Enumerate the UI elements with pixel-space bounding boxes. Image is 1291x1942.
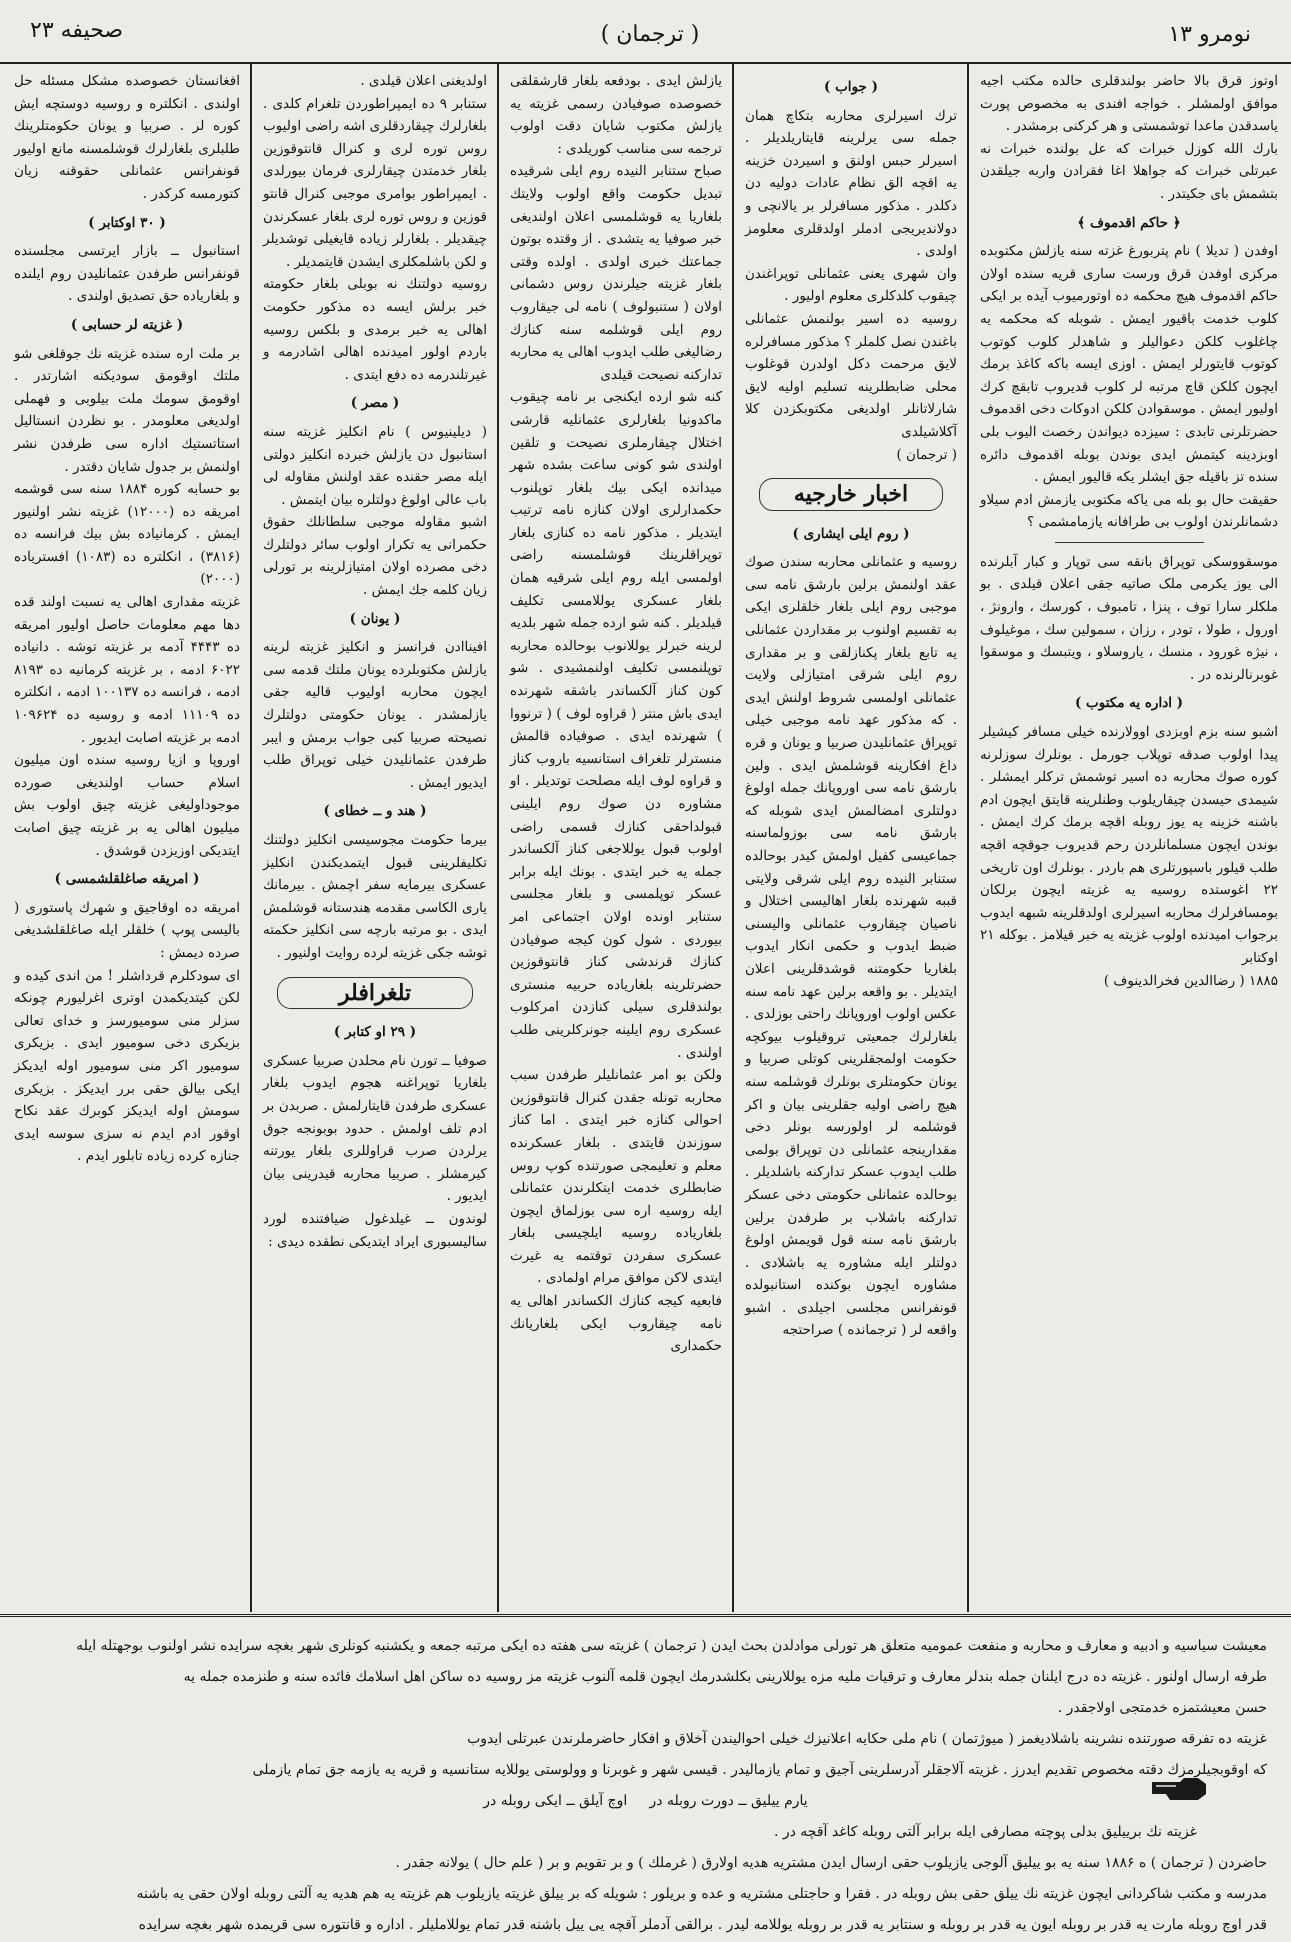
article-paragraph: افغانستان خصوصده مشکل مسئله حل اولندی . انکلتره و روسیه دوستچه ایش کوره لر . صربیا و یونان حکومتلرینك طلبلری بلغارلرك قوشلمسنه مانع اولیور قونفرانس عثمانلی حقوقنه زیان کتورمسه کرکدر . — [14, 73, 240, 202]
section-heading: ( مصر ) — [350, 395, 400, 412]
section-heading: ( ۲۹ او کتابر ) — [333, 1024, 417, 1041]
article-paragraph: ای سودکلرم قرداشلر ! من اندی کیده و لکن کیتدیکمدن اوتری اغرلیورم چونکه سزلر منی سومیورسز و خدای تعالی بزیکری دخی سومیور ایدی . بزیکری سومیور اکر منی سومیور اوله ایدیکز ایکی بیالق حقی برر ایدیکز . بزیکری سومش اوله ایدیکز کوبرك عقد نکاح اوقور ادم ایدم نه سزی سوسه ایدی جنازه کرده زیاده تابلور ایدم . — [14, 967, 240, 1165]
article-paragraph: غزیته مقداری اهالی یه نسبت اولند قده دها مهم معلومات حاصل اولیور امریقه ده ۴۴۴۳ آدمه بر غزیته توشه . دانیاده ۶۰۲۲ ادمه ، بر غزیته کرمانیه ده ۸۱۹۳ ادمه ، فرانسه ده ۱۰۰۱۳۷ ادمه ، انکلتره ده ۱۱۱۰۹ ادمه و روسیه ده ۱۰۹۶۲۴ ادمه بر غزیته اصابت ایدیور . — [14, 594, 241, 746]
section-heading: ( هند و ــ خطای ) — [323, 803, 427, 820]
article-paragraph: اوتوز قرق بالا حاضر بولندقلری حالده مکتب اجیه موافق اولمشلر . خواجه افندی به مخصوص پورت یاسدقدن ماعدا توشمستی و هر کرکنی برمشدر . — [980, 73, 1278, 135]
article-paragraph: ولکن بو امر عثمانلیلر طرفدن سبب محاربه تونله جقدن کنرال قانتوقوزین احوالی کنازه خبر ایتدی . اما کناز سوزندن قایتدی . بلغار عسکرنده معلم و تعلیمجی صورتنده کوپ روس ضابطلری خدمت ایتکلرندن عثمانلی ایله روسیه اره سی بوزلماق ایچون بلغاریاده روسیه ایلچیسی بلغار عسکری سفردن توقتمه یه غیرت ایتدی لاکن موافق مرام اولمادی . — [510, 1067, 722, 1287]
article-paragraph: ستنابر ۹ ده ایمپراطوردن تلغرام کلدی . بلغارلرك چیقاردقلری اشه راضی اولیوب روس توره لری و کنرال قانتوقوزین بلغار خدمتدن چیقارلری فرمان بیورلدی . ایمپراطور بوامری موجبی کنرال قانتو قوزین و روس توره لری بلغار عسکرندن چیقدیلر . بلغارلر زیاده قایغیلی توشدیلر و لکن باشلمکلری ایشدن قایتمدیلر . — [263, 95, 487, 270]
ornamental-section-title: اخبار خارجیه — [759, 478, 943, 511]
column-5 — [4, 64, 250, 1612]
footer-line: حسن معیشتمزه خدمتجی اولاجقدر . — [1057, 1700, 1267, 1716]
column-1 — [970, 64, 1288, 1612]
column-2 — [735, 64, 967, 1612]
article-paragraph: بیرما حکومت مجوسیسی انکلیز دولتنك تکلیفلرینی قبول ایتمدیکندن انکلیز عسکری بیرمایه سفر اچمش . بیرمانك یاری الکاسی مقدمه هندستانه قوشلمش ایدی . بو مرتبه بارچه سی انکلیز حکمته توشه جکی غزیته لرده روایت اولنیور . — [263, 832, 487, 961]
section-heading: ( روم ایلی ایشاری ) — [792, 525, 910, 542]
section-heading: ﴿ حاکم اقدموف ﴾ — [1077, 214, 1181, 231]
article-paragraph: اشبو سنه بزم اوبزدی اوولارنده خیلی مسافر کیشیلر پیدا اولوب صدقه توپلاب جورمل . بونلرك سوزلرنه کوره صوك محاربه ده اسیر توشمش ترکلر ایمشلر . شیمدی حیسدن چیقاریلوب وطنلرینه قایتق ایچون ادم باشنه خزینه یه یوز روبله اقچه برمك کرك ایمش . بوندن ایچون مسلمانلردن رحم قدیروب جوقچه اقچه طلب قیلور باسپورتلری هم باردر . بونلرك اون تاریخی ۲۲ اغوستده روسیه یه غزیته ایچون برلکان بومسافرلرك محاربه اسیرلری اولدقلرینه شبهه ایدوب برجواب امیدنده اولوب غزیته یه خبر قیلامز . بوکله ۲۱ اوکتابر — [980, 724, 1278, 966]
article-paragraph: اولدیغنی اعلان قیلدی . — [360, 73, 487, 89]
article-columns — [0, 64, 1291, 1612]
column-divider — [250, 64, 252, 1612]
footer-line: که اوقوبجیلرمزك دقته مخصوص تقدیم ایدرز . غزیته آلاجقلر آدرسلرینی آجیق و تمام یازمالیدر . قیسی شهر و غوبرنا و وولوستی یوللایه ستانسیه و قریه یه یازمه جق تمام یازملی — [252, 1762, 1267, 1778]
article-paragraph: وان شهری یعنی عثمانلی توپراغندن چیقوب کلدکلری معلوم اولیور . — [745, 265, 957, 305]
article-paragraph: بو حسابه کوره ۱۸۸۴ سنه سی قوشمه امریقه ده (۱۲۰۰۰) غزیته نشر اولنیور ایمش . کرمانیاده بش بیك فرانسه ده (۳۸۱۶) ، انکلتره ده (۱۰۸۳) افستریاده (۲۰۰۰) — [14, 481, 240, 588]
footer-line: معیشت سیاسیه و ادبیه و معارف و محاربه و منفعت عمومیه متعلق هر تورلی موادلدن بحث ایدن ( ترجمان ) غزیته سی هفته ده ایکی مرتبه جمعه و یکشنبه کونلری شهر بغچه سرایده نشر اولنوب بوجهتله ایله — [76, 1638, 1267, 1654]
section-separator — [1055, 542, 1204, 543]
section-heading: ( یونان ) — [349, 610, 401, 627]
ornamental-section-title: تلغرافلر — [277, 977, 473, 1010]
newspaper-title: ( ترجمان ) — [600, 22, 700, 47]
subscription-notice — [0, 1614, 1291, 1942]
section-heading: ( امریقه صاغلقلشمسی ) — [54, 871, 200, 888]
issue-number: نومرو ۱۳ — [1168, 22, 1251, 47]
pointing-hand-icon — [1150, 1770, 1208, 1804]
footer-line: غزیته نك برییلیق بدلی پوچته مصارفی ایله برابر آلتی روبله کاغد آقچه در . — [773, 1824, 1197, 1840]
section-heading: ( جواب ) — [824, 79, 878, 95]
article-paragraph: روسیه دولتنك نه بوبلی بلغار حکومته خبر برلش ایسه ده مذکور حکومت اهالی یه خبر برمدی و بلکس روسیه باردم اولور امیدنده اهالی اشادرمه و غیرتلندرمه ده دفع ایتدی . — [263, 276, 487, 383]
article-paragraph: امریقه ده اوقاجیق و شهرك پاستوری ( بالیسی پوپ ) خلقلر ایله صاغلقلشدیغی صرده دیمش : — [14, 899, 240, 961]
footer-line: غزیته ده تفرقه صورتنده نشرینه باشلادیغمز ( میوژتمان ) نام ملی حکایه اعلانیزك خیلی احوالیندن آخلاق و افکار حاضرملرندن عبرتلی ایدوب — [467, 1731, 1267, 1747]
column-4 — [253, 64, 497, 1612]
section-heading: ( اداره یه مکتوب ) — [1074, 695, 1184, 712]
footer-line: مدرسه و مکتب شاکردانی ایچون غزیته نك ییلق حقی بش روبله در . فقرا و حاجتلی مشتریه و عده و بریلور : شویله که بر ییلق غزیته یازیلوب هم غزیته یه هم هدیه یه آلتی روبله اولان حقی یه باشنه — [136, 1886, 1267, 1902]
footer-line: طرفه ارسال اولنور . غزیته ده درج ایلنان جمله بندلر معارف و ترقیات ملیه مزه یوللارینی بکلشدرمك ایچون قلمه آلنوب غزیته مز روسیه ده ساکن اهل اسلامك فائده سنه و طنزمده جمله یه — [183, 1669, 1267, 1685]
price-quarter: اوچ آیلق ــ ایکی روبله در — [483, 1793, 628, 1809]
column-3 — [500, 64, 732, 1612]
section-heading: ( غزیته لر حسابی ) — [70, 316, 184, 333]
article-paragraph: ( دیلینیوس ) نام انکلیز غزیته سنه استانبول دن یازلش خبرده انکلیز دولتی ایله مصر حقنده عقد اولنش مقاوله لی باب عالی اولوغ دولتلره بیان ایتمش . — [263, 423, 487, 508]
article-paragraph: یازلش ایدی . بودفعه بلغار قارشقلقی خصوصده صوفیادن رسمی غزیته یه یازلش مکتوب شایان دقت اولوب ترجمه سی مناسب کوریلدی : — [510, 73, 722, 157]
article-paragraph: بارك الله کوزل خبرات که عل بولنده خبرات نه عبرتلی خبرات که جواهلا اغا فقرادن واربه جیلقدن بتشمش بای جکیتدر . — [980, 140, 1278, 202]
article-paragraph: افیناادن فرانسز و انکلیز غزیته لرینه یازلش مکتوبلرده یونان ملتك قدمه سی ایچون محاربه اولیوب قالیه جقی یازلمشدر . یونان حکومتی دولتلرك نصیحته صربیا کبی جواب برمش و ایبر طرفدن عثمانلیدن خیلی توپراق طلب ایدیور ایمش . — [263, 639, 487, 791]
article-paragraph: کنه شو ارده ایکنجی بر نامه چیقوب ماکدونیا بلغارلری عثمانلیه قارشی اختلال چیقارملری نصیحت و تلقین اولندی شو کونی ساعت بشده شهر میدانده ایکی بیك بلغار توپلنوب حکمدارلری اولان کنازه نامه ترتیب ایتدیلر . مذکور نامه ده کنازی بلغار توپراقلرینك قوشلمسنه راضی اولمسی ایله روم ایلی شرقیه همان بلغار عسکری یوللامسی تکلیف قیلدیلر . کنه شو ارده جمله شهر بلدیه لرینه خبرلر یوللانوب بوحالده محاربه توپلنمسی تکلیف اولنمشیدی . شو کون کناز آلکساندر باشقه شهرنده ایدی باش منتر ( قراوه لوف ) ( ترنووا ) شهرنده ایدی . صوفیاده قالمش منسترلر تلغراف استانسیه باروب کناز و قراوه لوف ایله مصلحت توتدیلر . او مشاوره دن صوك روم ایلینی قبولداحقی کنازك قسمی راضی اولوب قبول یوللاجغی کناز آلکساندر جمله یه خبر ایتدی . بونك ایله برابر عسکر توپلمسی و بلغار مجلسی ستنابر اونده اولان اجتماعی امر بیوردی . شول کون کیجه صوفیادن کنازك قرندشی کناز قانتوقوزین حضرتلرینه بلغاریاده حربیه منستری بولندقلری سیلی کنازدن امرکلوب عسکری روم ایلینه جونرکلرینی طلب اولندی . — [510, 389, 722, 1061]
article-paragraph: اوفدن ( تدیلا ) نام پتربورغ غزته سنه یازلش مکتوبده مرکزی اوفدن قرق ورست ساری قریه سنده اولان حاکم اقدموف هیچ محکمه ده اوتورمیوب آیده بر ایکی کلوب خدمت باقیور ایمش . شوبله که محکمه یه چاغلوب کلکن دعوالیلر و شاهدلر کلوب کوتوب کوتوب قایتورلر ایمش . اوزی ایسه باکه کاغذ برمك ایچون کلکن قاچ مرتبه لر کلوب قدیروب تابقچ کرك اولیور ایمش . موسقوادن کلکن ادوکات دخی اقدموف حضرتلرنی تابدی : سیزده دیواندن رخصت الیوب بلی اوبزدینه کیتمش ایدی بوندن بوبله اقدموف دائره سنده تز باقیله جق ایشلر یکه قالیور ایمش . — [980, 243, 1278, 486]
article-paragraph: ترك اسیرلری محاربه بتکاچ همان جمله سی یرلرینه قایتاریلدیلر . اسیرلر حبس اولنق و اسیردن خزینه یه اقچه الق نظام عادات دولیه دن دکلدر . مذکور مسافرلر بر یالانچی و دولاندیریجی ادملر اولدقلری معلومز اولدی . — [745, 107, 957, 260]
column-divider — [497, 64, 499, 1612]
price-half-year: یارم ییلیق ــ دورت روبله در — [649, 1793, 808, 1809]
page-label: صحیفه ۲۳ — [30, 18, 124, 43]
article-paragraph: روسیه و عثمانلی محاربه سندن صوك عقد اولنمش برلین بارشق نامه سی موجبی روم ایلی بلغار خلقلری ایکی به تقسیم اولنوب بر مقداردن عثمانلی یه تابع بلغار پکنازلقی و بر مقداری روم ایلی شرقی امتیازلی ولایت عثمانلی اولمسی شروط اولنش ایدی . که مذکور عهد نامه موجبی خیلی توپراق عثمانلیدن صربیا و یونان و قره داغ افکارینه قوشلمش ایدی . ولین بارشق نامه سی اوروپانك جمله اولوغ دولتلری امضالمش ایدی شوبله که بارشق نامه سی بوزولماسنه جماعیسی کفیل اولمش کیدر بوحالده ستنابر النیده روم ایلی شرقی ولایتی قببه شهرنده بلغار اهالیسی اختلال و ناصیان چیقاروب عثمانلی والیسنی ضبط ایدوب و حکمی انکار ایدوب بلغاریا حکومتنه قوشدقلرینی اعلان ایتدیلر . بو واقعه برلین عهد نامه سنه عکس اولوب اوروپانك راحتی بوزلدی . بلغارلرك جمعیتی تروقیلوب بیوکچه حکومت اولمجقلرینی کوتلی صربیا و یونان حکومتلری بونلرك قوشلمه سنه هیچ راضی اولیه جقلرینی بیان و اکر قوشلمه لر اولورسه بونلر دخی مقدارینجه عثمانلی دن توپراق بولمی طلب ایدوب عسکر تدارکنه باشلدیلر . بوحالده عثمانلی حکومتی دخی عسکر تدارکنه باشلاب بر طرفدن برلین بارشق نامه سنه قول قویمش اولوغ دولتلر ایله مشاوره یه باشلادی . مشاوره ایچون بوکنده استانبولده قونفرانس مجلسی اجیلدی . اشبو واقعه لر ( ترجمانده ) صراحتجه — [745, 554, 957, 1339]
article-paragraph: لوندون ــ غیلدغول ضیافتنده لورد سالیسبوری ایراد ایتدیکی نطقده دیدی : — [263, 1210, 487, 1250]
article-paragraph: روسیه ده اسیر بولنمش عثمانلی باغندن نصل کلملر ؟ مذکور مسافرلره لایق مرحمت دکل اولدرن قوغلوب محلی ضابطلرینه تسلیم اولیه لایق شارلاتانلر اولدیغی مکتوبکزدن کلا آکلاشیلدی — [745, 310, 957, 440]
footer-line: حاضردن ( ترجمان ) ه ۱۸۸۶ سنه یه بو ییلیق آلوجی یازیلوب حقی ارسال ایدن مشتریه هدیه اولارق ( غرملك ) و بر تقویم و بر ( علم حال ) یولانه جقدر . — [395, 1855, 1267, 1871]
section-heading: ( ۳۰ اوکتابر ) — [88, 214, 166, 231]
column-divider — [732, 64, 734, 1612]
article-paragraph: صوفیا ــ تورن نام محلدن صربیا عسکری بلغاریا توپراغنه هجوم ایدوب بلغار عسکری طرفدن قایتارلمش . صربدن بر ادم تلف اولمش . حدود بوبونجه جوق یرلردن صرب قراوللری بلغار یورتنه کیرمشلر . صربیا محاربه قیدرینی بیان ایدیور . — [263, 1052, 487, 1205]
article-paragraph: صباح ستنابر النیده روم ایلی شرقیده تبدیل حکومت واقع اولوب ولایتك بلغاریا یه قوشلمسی اعلان اولندیغی خبر صوفیا یه یتشدی . از وقتده بوتون جماعتك خبری اولدی . اولده وقتی بلغار غزیته جیلرندن روس دشمانی اولان ( ستنبولوف ) نامه لی جیقاروب روم ایلی قوشلمه سنه کنازك رضالیغی طلب ایدوب اهالی یه محاربه تدارکنه نصیحت قیلدی — [510, 163, 722, 383]
article-paragraph: اشبو مقاوله موجبی سلطانلك حقوق حکمرانی یه تکرار اولوب سائر دولتلرك دخی مصرده اولان امتیازلرینه بر تورلی زیان کلمه جك ایمش . — [263, 514, 487, 599]
article-paragraph: بر ملت اره سنده غزیته نك جوقلغی شو ملتك اوقومق سودیکنه اشارتدر . اوقومق سومك ملت بیلوبی و فهملی اولدیغی معلومدر . بو نظردن انستالیل استاتستیك اداره سی طرفدن نشر اولنمش بر جدول شایان دقتدر . — [14, 345, 240, 475]
article-paragraph: حقیقت حال بو بله می یاکه مکتوبی یازمش ادم سیلاو دشمانلرندن اولوب بی طرافانه یازمامشمی ؟ — [980, 491, 1278, 531]
footer-line: قدر اوچ روبله مارت یه قدر بر روبله ایون یه قدر بر روبله و سنتابر یه قدر بر روبله یوللامه لیدر . برالقی آدملر آقچه یی ییل باشنه قدر تمام یوللاملیلر . اداره و قانتوره سی قریمده شهر بغچه سرایده — [138, 1917, 1267, 1933]
masthead — [0, 0, 1291, 64]
article-paragraph: فابعیه کیجه کنازك الکساندر اهالی یه نامه چیقاروب ایکی بلغاریانك حکمداری — [510, 1293, 722, 1355]
article-paragraph: ( ترجمان ) — [896, 446, 957, 463]
article-paragraph: ۱۸۸۵ ( رضاالدین فخرالدینوف ) — [1103, 972, 1278, 989]
article-paragraph: موسقووسکی توپراق بانقه سی توپار و کبار آبلرنده الی یوز یکرمی ملک صاتیه جقی اعلان قیلدی . بو ملکلر سارا توف ، پنزا ، تامبوف ، کورسك ، وارونژ ، اورول ، طولا ، تودر ، رزان ، سمولین سك ، موغیلوف ، نیژه غورود ، منسك ، یاروسلاو ، ویتبسك و موسقوا غوبرنالرنده در . — [980, 553, 1278, 683]
column-divider — [967, 64, 969, 1612]
footer-line — [24, 1786, 1267, 1817]
article-paragraph: استانبول ــ بازار ایرتسی مجلسنده قونفرانس طرفدن عثمانلیدن روم ایلنده و بلغاریاده حق تصدیق اولندی . — [14, 243, 240, 305]
article-paragraph: اوروپا و ازیا روسیه سنده اون میلیون اسلام حساب اولندیغی صورده موجوداولیغی غزیته چیق اولوب بش میلیون اهالی یه بر غزیته چیق اصابت ایتدیکی اوزیزدن قوشدق . — [14, 752, 240, 859]
